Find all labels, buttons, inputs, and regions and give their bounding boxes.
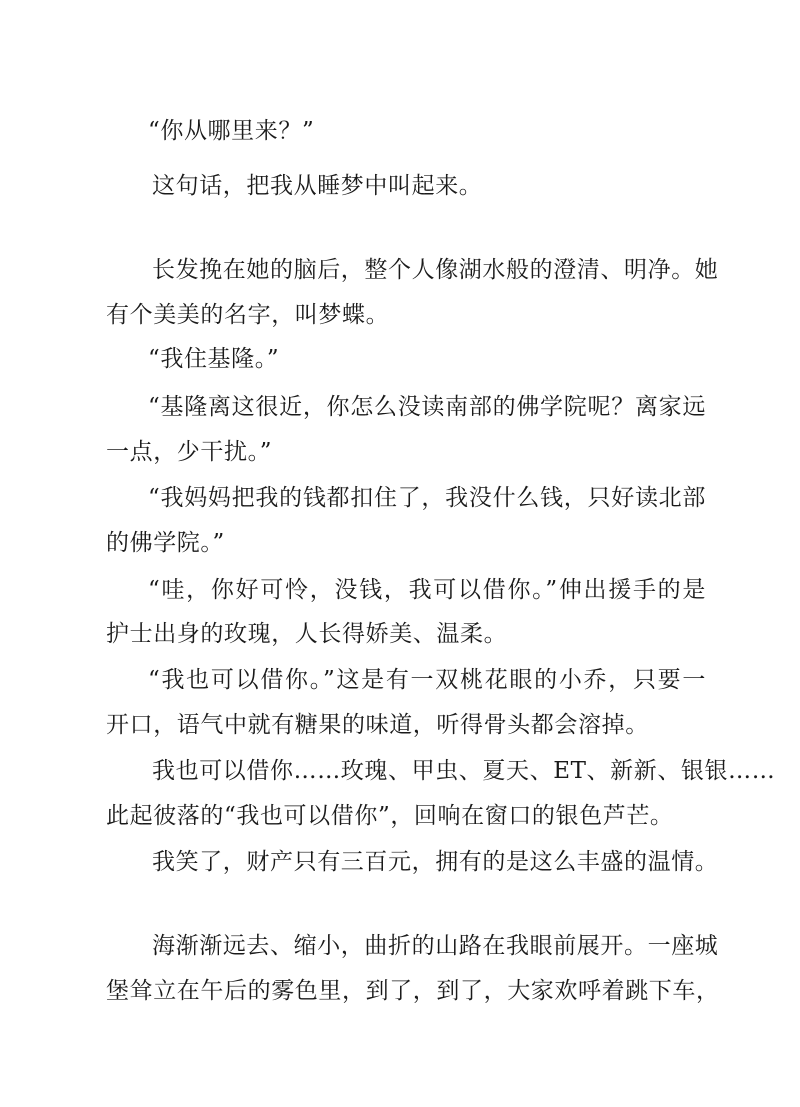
paragraph-line: “基隆离这很近，你怎么没读南部的佛学院呢？离家远 [148, 394, 706, 420]
paragraph-line: “我也可以借你。”这是有一双桃花眼的小乔，只要一 [148, 667, 706, 693]
paragraph-line: “你从哪里来？” [148, 118, 315, 144]
paragraph-line: “哇，你好可怜，没钱，我可以借你。”伸出援手的是 [148, 577, 706, 603]
paragraph-line: 这句话，把我从睡梦中叫起来。 [152, 173, 483, 199]
paragraph-line: 开口，语气中就有糖果的味道，听得骨头都会溶掉。 [106, 712, 649, 738]
paragraph-line: 我也可以借你……玫瑰、甲虫、夏天、ET、新新、银银…… [152, 758, 776, 784]
paragraph-line: 一点，少干扰。” [106, 439, 273, 465]
paragraph-line: 长发挽在她的脑后，整个人像湖水般的澄清、明净。她 [152, 257, 719, 283]
paragraph-line: “我住基隆。” [148, 346, 280, 372]
paragraph-line: 我笑了，财产只有三百元，拥有的是这么丰盛的温情。 [152, 849, 719, 875]
paragraph-line: 有个美美的名字，叫梦蝶。 [106, 302, 390, 328]
paragraph-line: 此起彼落的“我也可以借你”，回响在窗口的银色芦芒。 [106, 803, 674, 829]
paragraph-line: “我妈妈把我的钱都扣住了，我没什么钱，只好读北部 [148, 485, 706, 511]
paragraph-line: 堡耸立在午后的雾色里，到了，到了，大家欢呼着跳下车， [106, 978, 720, 1004]
paragraph-line: 海渐渐远去、缩小，曲折的山路在我眼前展开。一座城 [152, 933, 719, 959]
paragraph-line: 护士出身的玫瑰，人长得娇美、温柔。 [106, 621, 508, 647]
paragraph-line: 的佛学院。” [106, 530, 225, 556]
